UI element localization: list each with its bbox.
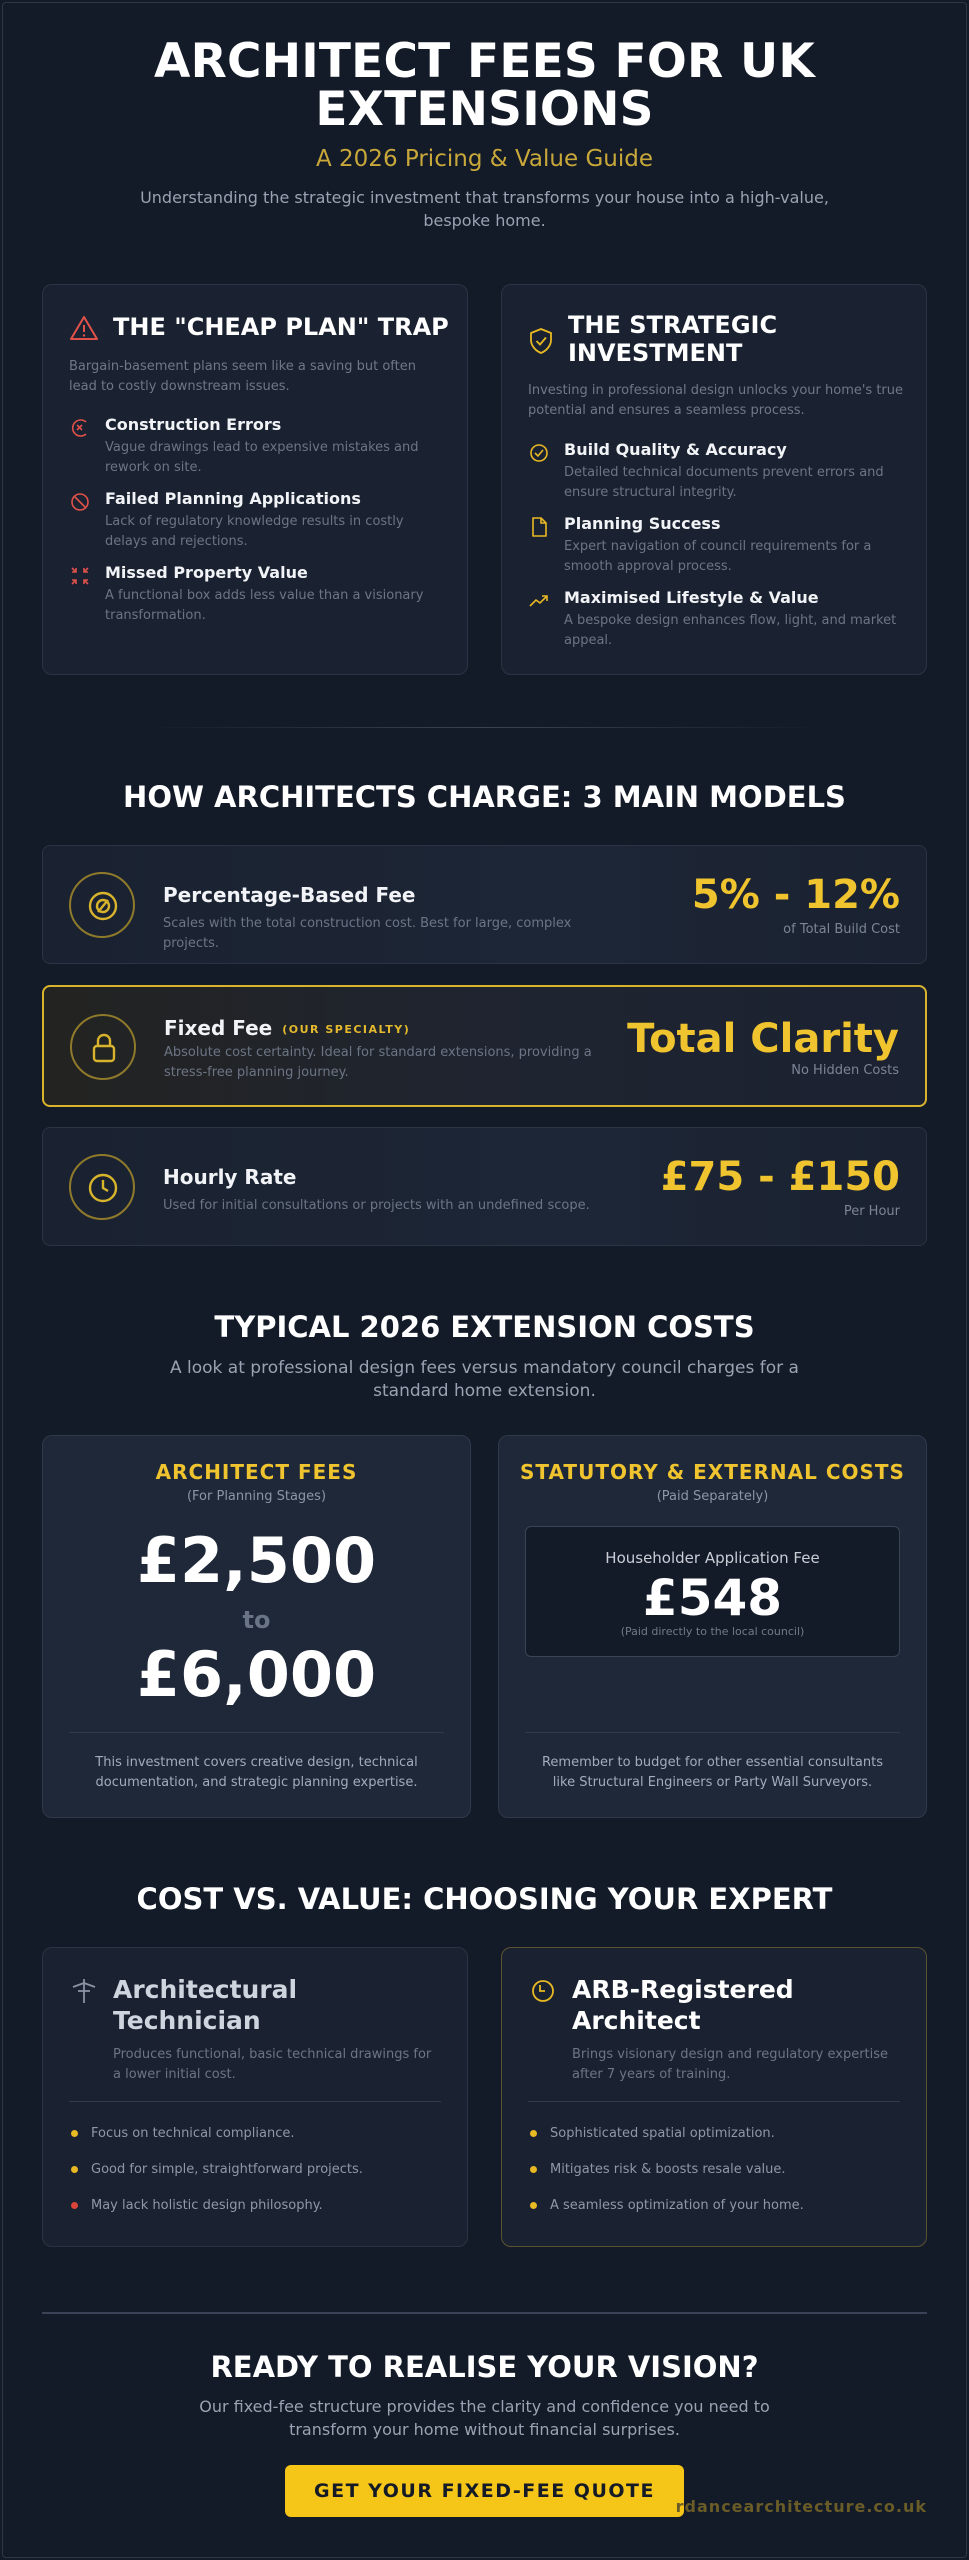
bullet-dot bbox=[71, 2130, 78, 2137]
cta-title: READY TO REALISE YOUR VISION? bbox=[210, 2350, 759, 2384]
model-icon-circle bbox=[69, 872, 135, 938]
card-divider bbox=[525, 1732, 900, 1733]
bullet-dot bbox=[71, 2166, 78, 2173]
page-title bbox=[0, 34, 969, 137]
model-icon-circle bbox=[69, 1154, 135, 1220]
architect-fees-card bbox=[42, 1435, 471, 1818]
check-circle-icon bbox=[528, 442, 550, 464]
strategic-item-title: Build Quality & Accuracy bbox=[564, 440, 787, 459]
title-line-1: ARCHITECT FEES FOR UK bbox=[154, 34, 815, 89]
point-text: A seamless optimization of your home. bbox=[550, 2198, 804, 2213]
arb-title: ARB-Registered Architect bbox=[572, 1975, 794, 2035]
model-title-text: Fixed Fee bbox=[164, 1016, 273, 1040]
model-desc: Scales with the total construction cost. Best for large, complex projects. bbox=[163, 916, 572, 951]
model-title-text: Percentage-Based Fee bbox=[163, 883, 416, 907]
cheap-plan-card bbox=[42, 284, 468, 675]
point-text: Sophisticated spatial optimization. bbox=[550, 2126, 775, 2141]
model-icon-circle bbox=[70, 1014, 136, 1080]
shield-check-icon bbox=[528, 327, 554, 355]
technician-points bbox=[69, 2126, 447, 2234]
clock-icon bbox=[87, 1172, 119, 1204]
card-divider bbox=[69, 2101, 441, 2102]
application-fee-value: £548 bbox=[642, 1569, 783, 1627]
bullet-dot bbox=[530, 2202, 537, 2209]
technician-title: Architectural Technician bbox=[113, 1975, 298, 2035]
page-description: Understanding the strategic investment that transforms your house into a high-value, bespoke home. bbox=[140, 188, 829, 230]
architect-fees-footer: This investment covers creative design, technical documentation, and strategic planning expertise. bbox=[95, 1755, 418, 1790]
arb-architect-card bbox=[501, 1947, 927, 2247]
cta-divider bbox=[42, 2312, 927, 2314]
fee-high: £6,000 bbox=[136, 1638, 377, 1711]
bullet-dot bbox=[530, 2130, 537, 2137]
title-line-2: EXTENSIONS bbox=[315, 82, 654, 137]
technician-card bbox=[42, 1947, 468, 2247]
models-title: HOW ARCHITECTS CHARGE: 3 MAIN MODELS bbox=[123, 780, 846, 814]
costs-description: A look at professional design fees versus mandatory council charges for a standard home extension. bbox=[170, 1358, 799, 1401]
statutory-footer: Remember to budget for other essential consultants like Structural Engineers or Party Wall Surveyors. bbox=[541, 1755, 883, 1790]
website-url: rdancearchitecture.co.uk bbox=[675, 2497, 927, 2516]
model-title bbox=[163, 883, 415, 907]
strategic-item-desc: Expert navigation of council requirements for a smooth approval process. bbox=[564, 539, 872, 574]
strategic-item-title: Planning Success bbox=[564, 514, 721, 533]
list-item bbox=[528, 2162, 906, 2198]
list-item bbox=[69, 2126, 447, 2162]
cheap-plan-title: THE "CHEAP PLAN" TRAP bbox=[113, 313, 449, 341]
cheap-plan-intro: Bargain-basement plans seem like a saving but often lead to costly downstream issues. bbox=[69, 359, 416, 394]
application-fee-label: Householder Application Fee bbox=[605, 1549, 820, 1567]
trend-up-icon bbox=[528, 590, 550, 612]
card-divider bbox=[528, 2101, 900, 2102]
fee-low: £2,500 bbox=[136, 1524, 377, 1597]
cheap-item-title: Construction Errors bbox=[105, 415, 282, 434]
architect-fees-sub: (For Planning Stages) bbox=[186, 1489, 327, 1504]
document-icon bbox=[528, 516, 550, 538]
clock-icon bbox=[528, 1976, 558, 2006]
shrink-icon bbox=[69, 565, 91, 587]
warning-icon bbox=[69, 315, 99, 341]
strategic-item-desc: Detailed technical documents prevent errors and ensure structural integrity. bbox=[564, 465, 884, 500]
point-text: Focus on technical compliance. bbox=[91, 2126, 295, 2141]
cheap-item-desc: Vague drawings lead to expensive mistakes and rework on site. bbox=[105, 440, 419, 475]
compass-icon bbox=[69, 1976, 99, 2006]
model-value: Total Clarity bbox=[627, 1016, 899, 1062]
statutory-heading: STATUTORY & EXTERNAL COSTS bbox=[520, 1460, 905, 1484]
arb-desc: Brings visionary design and regulatory expertise after 7 years of training. bbox=[572, 2047, 889, 2082]
specialty-tag: (OUR SPECIALTY) bbox=[282, 1023, 411, 1036]
model-unit: of Total Build Cost bbox=[783, 922, 900, 937]
bullet-dot bbox=[530, 2166, 537, 2173]
list-item bbox=[528, 2126, 906, 2162]
fixed-fee-quote-button[interactable]: GET YOUR FIXED-FEE QUOTE bbox=[285, 2465, 684, 2517]
cheap-item-desc: A functional box adds less value than a visionary transformation. bbox=[105, 588, 424, 623]
section-divider bbox=[140, 727, 829, 728]
application-fee-box bbox=[525, 1526, 900, 1657]
error-icon bbox=[69, 417, 91, 439]
technician-desc: Produces functional, basic technical drawings for a lower initial cost. bbox=[113, 2047, 432, 2082]
strategic-intro: Investing in professional design unlocks your home's true potential and ensures a seamless process. bbox=[528, 383, 904, 418]
bullet-dot bbox=[71, 2202, 78, 2209]
model-hourly bbox=[42, 1127, 927, 1246]
model-percentage bbox=[42, 845, 927, 964]
cheap-item-desc: Lack of regulatory knowledge results in costly delays and rejections. bbox=[105, 514, 404, 549]
arb-points bbox=[528, 2126, 906, 2234]
list-item bbox=[528, 2198, 906, 2234]
percent-icon bbox=[87, 890, 119, 922]
card-divider bbox=[69, 1732, 444, 1733]
model-unit: Per Hour bbox=[843, 1204, 900, 1219]
point-text: Good for simple, straightforward projects. bbox=[91, 2162, 363, 2177]
model-desc: Absolute cost certainty. Ideal for standard extensions, providing a stress-free planning journey. bbox=[164, 1045, 592, 1080]
model-title bbox=[163, 1165, 296, 1189]
page-subtitle: A 2026 Pricing & Value Guide bbox=[316, 146, 653, 172]
point-text: May lack holistic design philosophy. bbox=[91, 2198, 323, 2213]
point-text: Mitigates risk & boosts resale value. bbox=[550, 2162, 786, 2177]
strategic-title: THE STRATEGIC INVESTMENT bbox=[568, 311, 778, 367]
model-value: 5% - 12% bbox=[691, 872, 900, 918]
model-fixed-fee bbox=[42, 985, 927, 1107]
cheap-item-title: Failed Planning Applications bbox=[105, 489, 361, 508]
strategic-investment-card bbox=[501, 284, 927, 675]
statutory-sub: (Paid Separately) bbox=[656, 1489, 769, 1504]
lock-icon bbox=[88, 1032, 120, 1064]
list-item bbox=[69, 2198, 447, 2234]
strategic-item-title: Maximised Lifestyle & Value bbox=[564, 588, 819, 607]
cheap-item-title: Missed Property Value bbox=[105, 563, 308, 582]
model-title bbox=[164, 1016, 410, 1040]
cta-description: Our fixed-fee structure provides the clarity and confidence you need to transform your home without financial surprises. bbox=[199, 2397, 770, 2439]
fee-to: to bbox=[242, 1606, 271, 1634]
architect-fees-heading: ARCHITECT FEES bbox=[155, 1460, 358, 1484]
model-unit: No Hidden Costs bbox=[791, 1063, 899, 1078]
statutory-costs-card bbox=[498, 1435, 927, 1818]
model-desc: Used for initial consultations or projects with an undefined scope. bbox=[163, 1198, 590, 1213]
strategic-item-desc: A bespoke design enhances flow, light, and market appeal. bbox=[564, 613, 897, 648]
model-value: £75 - £150 bbox=[660, 1154, 900, 1200]
application-fee-note: (Paid directly to the local council) bbox=[620, 1625, 805, 1638]
costs-title: TYPICAL 2026 EXTENSION COSTS bbox=[214, 1310, 755, 1344]
model-title-text: Hourly Rate bbox=[163, 1165, 297, 1189]
experts-title: COST VS. VALUE: CHOOSING YOUR EXPERT bbox=[136, 1882, 833, 1916]
ban-icon bbox=[69, 491, 91, 513]
list-item bbox=[69, 2162, 447, 2198]
